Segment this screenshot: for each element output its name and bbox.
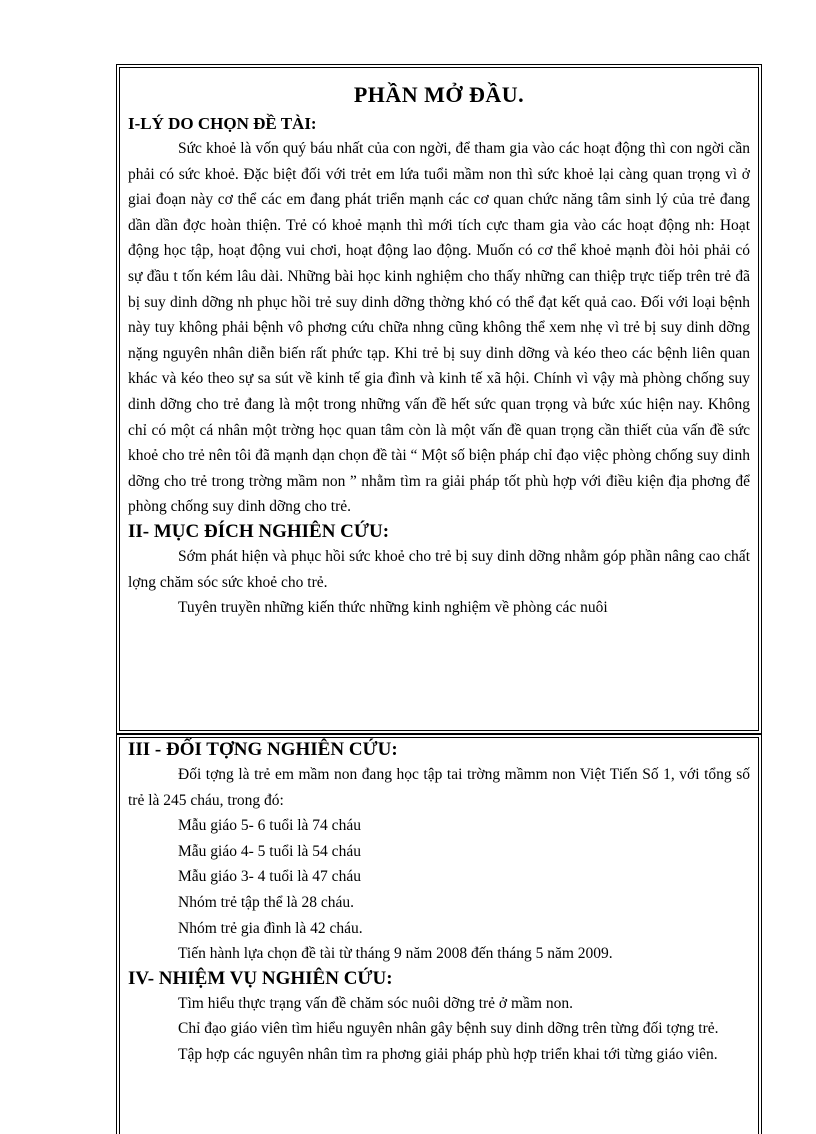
section-heading-purpose: II- MỤC ĐÍCH NGHIÊN CỨU: (128, 520, 390, 542)
list-item: Mẫu giáo 5- 6 tuổi là 74 cháu (178, 817, 361, 835)
frame-content (120, 78, 758, 617)
list-item: Mẫu giáo 4- 5 tuổi là 54 cháu (178, 842, 361, 860)
paragraph-cut-line: Tuyên truyền những kiến thức những kinh nghiệm về phòng các nuôi (178, 599, 608, 617)
frame-content (120, 738, 758, 1068)
page-frame-bottom (116, 734, 762, 1134)
page-frame-top (116, 64, 762, 734)
list-item: Nhóm trẻ tập thể là 28 cháu. (178, 893, 355, 911)
list-item: Nhóm trẻ gia đình là 42 cháu. (178, 919, 363, 937)
page-title: PHẦN MỞ ĐẦU. (353, 82, 525, 107)
section-heading-tasks: IV- NHIỆM VỤ NGHIÊN CỨU: (128, 967, 393, 989)
list-item: Tiến hành lựa chọn đề tài từ tháng 9 năm 2008 đến tháng 5 năm 2009. (178, 945, 613, 963)
section-heading-subjects: III - ĐỐI TỢNG NGHIÊN CỨU: (128, 739, 398, 760)
paragraph-task: Tập hợp các nguyên nhân tìm ra phơng giải pháp phù hợp triển khai tới từng giáo viên. (178, 1045, 718, 1063)
paragraph-subjects: Đối tợng là trẻ em mầm non đang học tập tai trờng mầmm non Việt Tiến Số 1, với tổng số trẻ là 245 cháu, trong đó: (128, 766, 750, 809)
list-item: Mẫu giáo 3- 4 tuổi là 47 cháu (178, 868, 361, 886)
paragraph-task: Tìm hiểu thực trạng vấn đề chăm sóc nuôi dỡng trẻ ở mầm non. (178, 994, 573, 1012)
paragraph-reason: Sức khoẻ là vốn quý báu nhất của con ngời, để tham gia vào các hoạt động thì con ngời cần phải có sức khoẻ. Đặc biệt đối với trẻt em lứa tuổi mầm non thì sức khoẻ lại càng quan trọng vì ở giai đoạn này cơ thể các em đang phát triển mạnh các cơ quan chức năng tâm sinh lý của trẻ đang dần dần đợc hoàn thiện. Trẻ có khoẻ mạnh thì mới tích cực tham gia vào các hoạt động nh: Hoạt động học tập, hoạt động vui chơi, hoạt động lao động. Muốn có cơ thể khoẻ mạnh đòi hỏi phải có sự đầu t tốn kém lâu dài. Những bài học kinh nghiệm cho thấy những can thiệp trực tiếp trên trẻ đã bị suy dinh dỡng nh phục hồi trẻ suy dinh dỡng thờng khó có thể đạt kết quả cao. Đối với loại bệnh này tuy không phải bệnh vô phơng cứu chữa nhng cũng không thể xem nhẹ vì trẻ bị suy dinh dỡng nặng nguyên nhân diễn biến rất phức tạp. Khi trẻ bị suy dinh dỡng và kéo theo các bệnh liên quan khác và kéo theo sự sa sút về kinh tế gia đình và kinh tế xã hội. Chính vì vậy mà phòng chống suy dinh dỡng cho trẻ đang là một trong những vấn đề hết sức quan trọng và bức xúc hiện nay. Không chỉ có một cá nhân một trờng học quan tâm còn là một vấn đề quan trọng cần thiết của vấn đề sức khoẻ cho trẻ nên tôi đã mạnh dạn chọn đề tài “ Một số biện pháp chỉ đạo việc phòng chống suy dinh dỡng cho trẻ trong trờng mầm non ” nhằm tìm ra giải pháp tốt phù hợp với điều kiện địa phơng để phòng chống suy dinh dỡng cho trẻ. (128, 140, 750, 516)
paragraph-purpose: Sớm phát hiện và phục hồi sức khoẻ cho trẻ bị suy dinh dỡng nhằm góp phần nâng cao chất lợng chăm sóc sức khoẻ cho trẻ. (128, 547, 750, 591)
section-heading-reason: I-LÝ DO CHỌN ĐỀ TÀI: (128, 114, 317, 133)
paragraph-task: Chỉ đạo giáo viên tìm hiểu nguyên nhân gây bệnh suy dinh dỡng trên từng đối tợng trẻ. (178, 1020, 719, 1038)
